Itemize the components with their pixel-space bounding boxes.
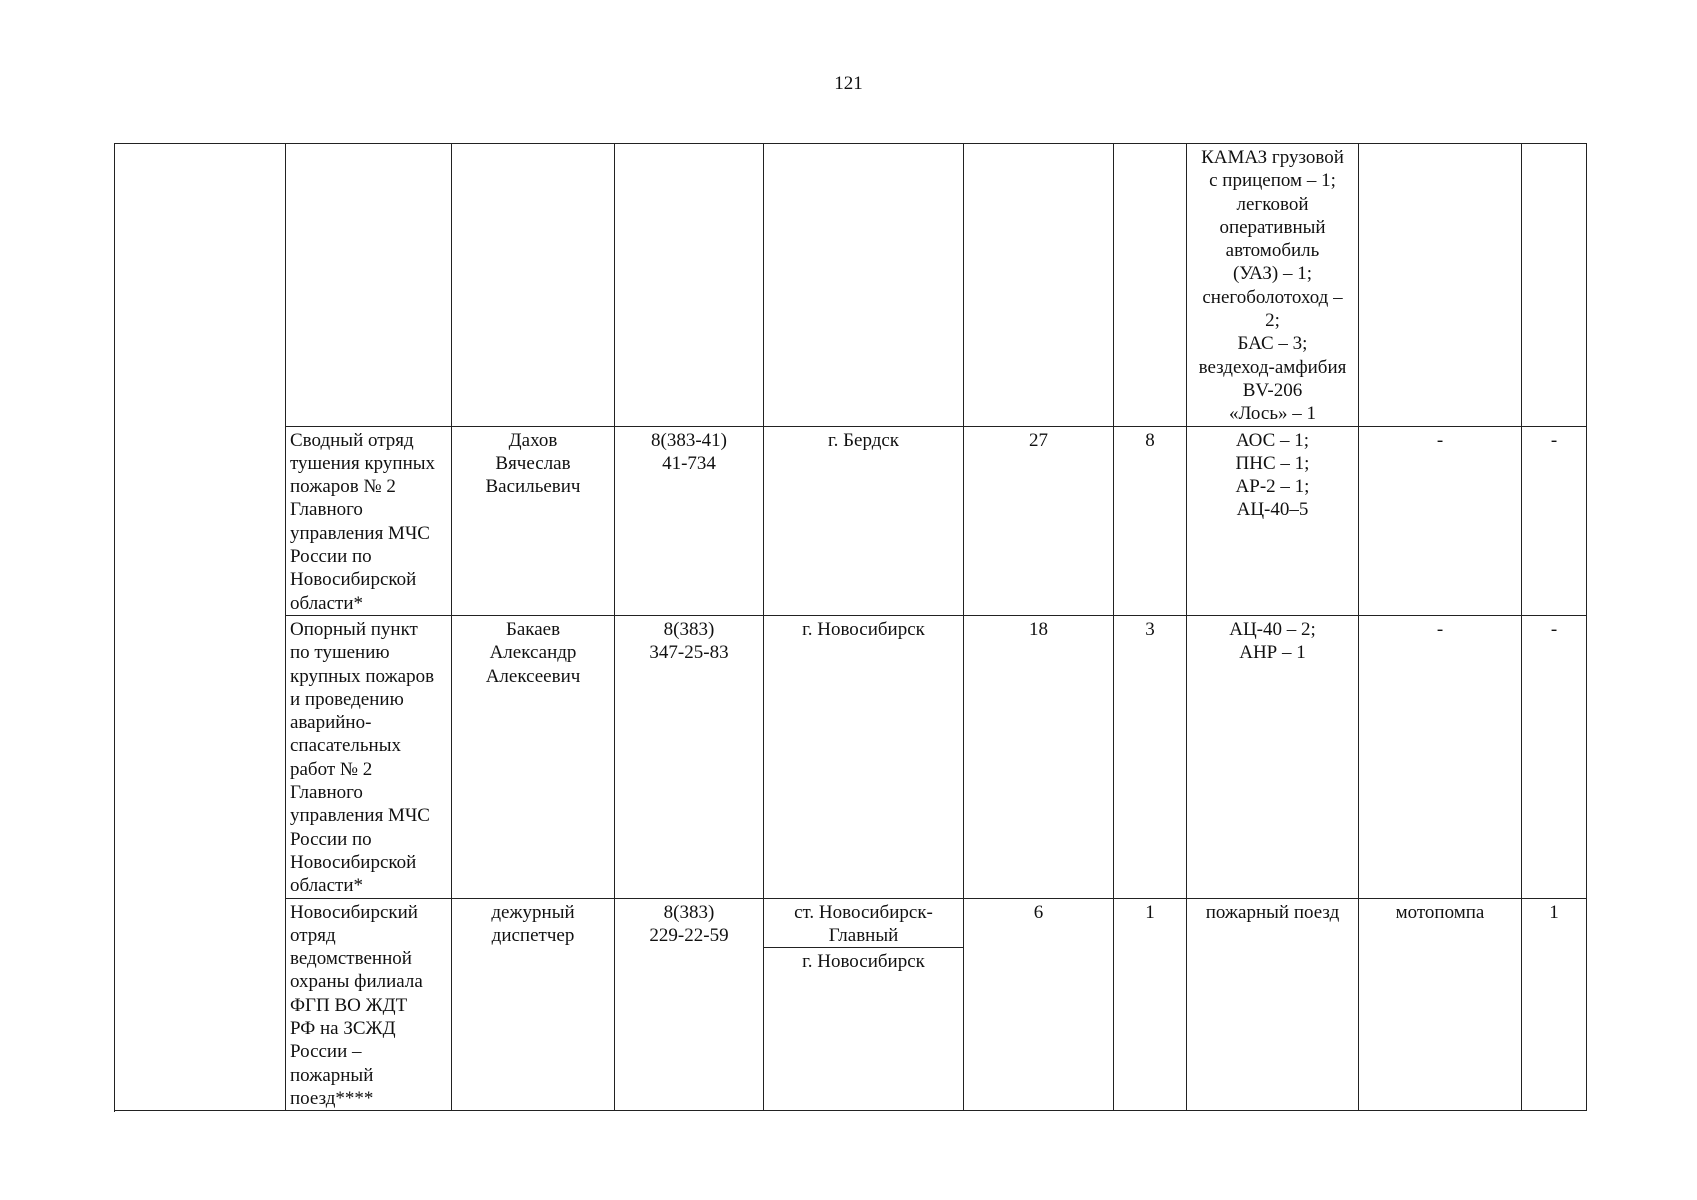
personnel-cell: 18	[964, 615, 1114, 898]
extra-equipment-cell	[1359, 144, 1522, 427]
unit-name-line: управления МЧС	[290, 522, 430, 544]
unit-name-line: пожарный	[290, 1064, 374, 1086]
unit-name-line: по тушению	[290, 642, 390, 664]
head-cell	[452, 898, 615, 1111]
unit-name-line: области*	[290, 592, 364, 614]
unit-name-line: Новосибирский	[290, 901, 418, 923]
unit-name-line: области*	[290, 875, 364, 897]
unit-name-line: ведомственной	[290, 948, 412, 970]
equipment-line: АЦ-40 – 2;	[1229, 618, 1316, 640]
unit-name-line: РФ на ЗСЖД	[290, 1017, 396, 1039]
unit-name-line: Главного	[290, 499, 363, 521]
equipment-line: автомобиль	[1225, 240, 1320, 262]
units-cell: 8	[1114, 426, 1187, 615]
location-line: Главный	[828, 924, 899, 946]
equipment-line: БАС – 3;	[1237, 333, 1308, 355]
phone-line: 8(383-41)	[651, 429, 727, 451]
location-cell: г. Бердск	[764, 426, 964, 615]
equipment-cell	[1187, 144, 1359, 427]
phone-line: 41-734	[662, 452, 716, 474]
unit-name-line: работ № 2	[290, 758, 373, 780]
head-line: Вячеслав	[495, 452, 571, 474]
equipment-line: вездеход-амфибия	[1198, 356, 1347, 378]
personnel-cell	[964, 144, 1114, 427]
head-cell	[452, 426, 615, 615]
head-line: Александр	[489, 642, 577, 664]
unit-name-line: охраны филиала	[290, 971, 423, 993]
table-row	[115, 615, 1587, 898]
units-cell: 3	[1114, 615, 1187, 898]
location-cell-secondary: г. Новосибирск	[764, 948, 964, 1111]
location-cell: г. Новосибирск	[764, 615, 964, 898]
head-line: Бакаев	[505, 618, 561, 640]
equipment-line: КАМАЗ грузовой	[1201, 147, 1344, 168]
resources-table	[114, 143, 1587, 1111]
units-cell: 1	[1114, 898, 1187, 1111]
unit-name-line: Новосибирской	[290, 569, 417, 591]
extra-count-cell: -	[1522, 426, 1587, 615]
unit-name-line: Опорный пункт	[290, 618, 418, 640]
extra-equipment-cell: -	[1359, 426, 1522, 615]
unit-name-line: России по	[290, 828, 372, 850]
unit-name-line: ФГП ВО ЖДТ	[290, 994, 408, 1016]
equipment-line: АОС – 1;	[1235, 429, 1310, 451]
head-line: Алексеевич	[485, 665, 581, 687]
extra-equipment-cell: -	[1359, 615, 1522, 898]
table-row	[115, 426, 1587, 615]
unit-name-line: России по	[290, 546, 372, 568]
unit-name-line: поезд****	[290, 1087, 374, 1109]
equipment-cell: пожарный поезд	[1187, 898, 1359, 1111]
equipment-line: легковой	[1236, 193, 1309, 215]
phone-cell	[615, 615, 764, 898]
extra-count-cell: 1	[1522, 898, 1587, 1111]
unit-name-cell	[286, 426, 452, 615]
extra-count-cell	[1522, 144, 1587, 427]
phone-line: 229-22-59	[649, 924, 729, 946]
equipment-line: с прицепом – 1;	[1209, 170, 1336, 192]
unit-name-line: крупных пожаров	[290, 665, 435, 687]
region-cell	[115, 144, 286, 1111]
equipment-line: «Лось» – 1	[1229, 403, 1316, 425]
unit-name-line: России –	[290, 1041, 362, 1063]
equipment-line: 2;	[1265, 310, 1280, 332]
unit-name-line: тушения крупных	[290, 452, 436, 474]
phone-line: 8(383)	[663, 901, 715, 923]
phone-cell	[615, 144, 764, 427]
phone-cell	[615, 426, 764, 615]
table-row	[115, 144, 1587, 427]
unit-name-line: отряд	[290, 924, 336, 946]
equipment-line: BV-206	[1242, 379, 1303, 401]
head-line: Васильевич	[485, 476, 581, 498]
equipment-line: оперативный	[1219, 216, 1326, 238]
unit-name-line: пожаров № 2	[290, 476, 396, 498]
equipment-cell	[1187, 615, 1359, 898]
head-line: дежурный	[491, 901, 575, 923]
extra-count-cell: -	[1522, 615, 1587, 898]
equipment-cell	[1187, 426, 1359, 615]
table-row	[115, 898, 1587, 948]
unit-name-line: Сводный отряд	[290, 429, 414, 451]
personnel-cell: 27	[964, 426, 1114, 615]
head-cell	[452, 144, 615, 427]
head-line: диспетчер	[491, 924, 575, 946]
personnel-cell: 6	[964, 898, 1114, 1111]
equipment-line: (УАЗ) – 1;	[1232, 263, 1313, 285]
unit-name-line: и проведению	[290, 688, 404, 710]
location-cell	[764, 898, 964, 948]
page-number: 121	[834, 73, 863, 94]
equipment-line: снегоболотоход –	[1202, 286, 1343, 308]
unit-name-line: Главного	[290, 782, 363, 804]
unit-name-line: управления МЧС	[290, 805, 430, 827]
unit-name-cell	[286, 144, 452, 427]
phone-line: 347-25-83	[649, 642, 729, 664]
units-cell	[1114, 144, 1187, 427]
equipment-line: АР-2 – 1;	[1235, 476, 1310, 498]
location-line: ст. Новосибирск-	[794, 901, 933, 923]
unit-name-cell	[286, 898, 452, 1111]
unit-name-line: Новосибирской	[290, 851, 417, 873]
extra-equipment-cell: мотопомпа	[1359, 898, 1522, 1111]
head-cell	[452, 615, 615, 898]
equipment-line: АЦ-40–5	[1236, 499, 1309, 521]
equipment-line: ПНС – 1;	[1235, 452, 1310, 474]
unit-name-line: спасательных	[290, 735, 401, 757]
unit-name-line: аварийно-	[290, 712, 372, 734]
phone-line: 8(383)	[663, 618, 715, 640]
phone-cell	[615, 898, 764, 1111]
location-cell	[764, 144, 964, 427]
equipment-line: АНР – 1	[1239, 642, 1306, 664]
unit-name-cell	[286, 615, 452, 898]
head-line: Дахов	[508, 429, 558, 451]
